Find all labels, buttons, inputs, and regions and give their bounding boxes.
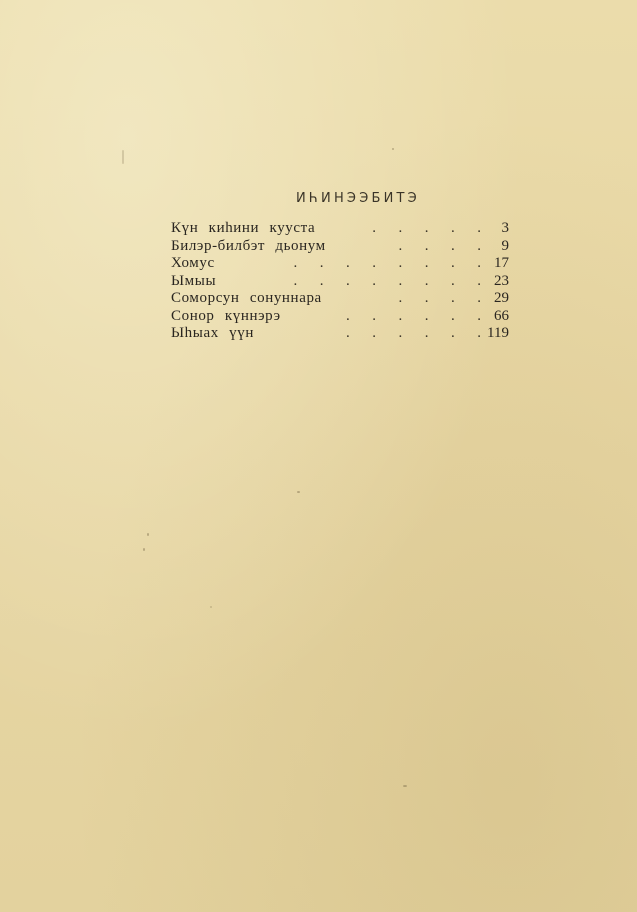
paper-speck	[147, 533, 149, 536]
entry-title: Сонор күннэрэ	[171, 307, 281, 324]
contents-entry	[171, 308, 511, 326]
contents-entry	[171, 238, 511, 256]
contents-heading: ИҺИНЭЭБИТЭ	[296, 191, 420, 206]
entry-title: Ымыы	[171, 272, 217, 289]
entry-page-number: 9	[501, 237, 509, 254]
entry-title: Соморсун сонуннара	[171, 290, 322, 306]
entry-page-number: 3	[501, 220, 509, 236]
contents-entry	[171, 325, 511, 343]
contents-entry	[171, 220, 511, 238]
contents-entry	[171, 290, 511, 308]
dot-leader: . . . . .	[372, 220, 481, 236]
contents-entry	[171, 255, 511, 273]
paper-speck	[122, 150, 124, 164]
dot-leader: . . . . . . . .	[293, 255, 481, 271]
entry-title: Күн киһини кууста	[171, 220, 316, 236]
dot-leader: . . . . . . . .	[293, 272, 481, 289]
paper-speck	[143, 548, 145, 551]
entry-page-number: 119	[487, 325, 509, 341]
entry-title: Ыһыах үүн	[171, 325, 254, 341]
entry-page-number: 66	[494, 307, 509, 324]
entry-title: Хомус	[171, 255, 215, 271]
dot-leader: . . . . . .	[346, 307, 481, 324]
contents-list	[171, 220, 511, 343]
entry-title: Билэр-билбэт дьонум	[171, 237, 326, 254]
entry-page-number: 23	[494, 272, 509, 289]
dot-leader: . . . .	[398, 290, 481, 306]
paper-speck	[392, 148, 394, 150]
dot-leader: . . . .	[398, 237, 481, 254]
entry-page-number: 17	[494, 255, 509, 271]
dot-leader: . . . . . .	[346, 325, 481, 341]
entry-page-number: 29	[494, 290, 509, 306]
paper-speck	[210, 606, 212, 608]
paper-speck	[403, 785, 407, 787]
contents-entry	[171, 273, 511, 291]
paper-speck	[297, 491, 300, 493]
